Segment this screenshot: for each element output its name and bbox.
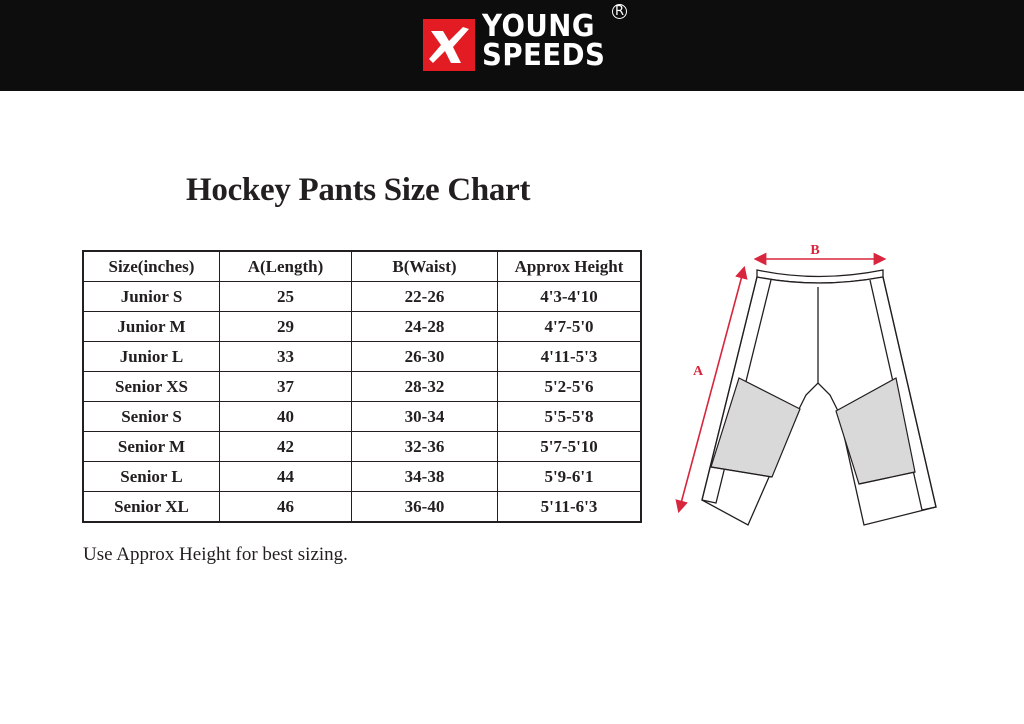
cell-size: Senior S [83, 402, 220, 432]
table-row [83, 492, 641, 523]
cell-waist: 28-32 [352, 372, 498, 402]
column-header-length: A(Length) [220, 251, 352, 282]
column-header-waist: B(Waist) [352, 251, 498, 282]
table-row [83, 282, 641, 312]
cell-size: Junior M [83, 312, 220, 342]
cell-size: Junior L [83, 342, 220, 372]
cell-length: 29 [220, 312, 352, 342]
column-header-size: Size(inches) [83, 251, 220, 282]
cell-size: Senior XL [83, 492, 220, 523]
brand-line-1: YOUNG [482, 9, 595, 44]
cell-waist: 26-30 [352, 342, 498, 372]
cell-height: 4'7-5'0 [498, 312, 642, 342]
brand-wordmark [482, 9, 616, 73]
table-row [83, 372, 641, 402]
cell-size: Senior L [83, 462, 220, 492]
cell-height: 5'9-6'1 [498, 462, 642, 492]
table-row [83, 402, 641, 432]
table-row [83, 342, 641, 372]
label-b: B [810, 243, 820, 258]
cell-length: 33 [220, 342, 352, 372]
page-title: Hockey Pants Size Chart [186, 172, 531, 208]
cell-length: 42 [220, 432, 352, 462]
cell-height: 4'3-4'10 [498, 282, 642, 312]
cell-height: 5'2-5'6 [498, 372, 642, 402]
cell-size: Senior XS [83, 372, 220, 402]
cell-waist: 22-26 [352, 282, 498, 312]
table-row [83, 312, 641, 342]
cell-waist: 24-28 [352, 312, 498, 342]
cell-height: 5'5-5'8 [498, 402, 642, 432]
cell-length: 44 [220, 462, 352, 492]
cell-height: 5'11-6'3 [498, 492, 642, 523]
registered-mark: R [612, 4, 627, 19]
cell-length: 46 [220, 492, 352, 523]
brand-logo-icon [423, 19, 475, 71]
cell-length: 25 [220, 282, 352, 312]
cell-height: 5'7-5'10 [498, 432, 642, 462]
size-table [82, 250, 642, 523]
table-row [83, 462, 641, 492]
cell-waist: 36-40 [352, 492, 498, 523]
cell-waist: 32-36 [352, 432, 498, 462]
table-row [83, 432, 641, 462]
cell-height: 4'11-5'3 [498, 342, 642, 372]
cell-size: Junior S [83, 282, 220, 312]
cell-length: 40 [220, 402, 352, 432]
column-header-height: Approx Height [498, 251, 642, 282]
brand-line-2: SPEEDS [482, 38, 606, 73]
cell-waist: 34-38 [352, 462, 498, 492]
cell-waist: 30-34 [352, 402, 498, 432]
cell-length: 37 [220, 372, 352, 402]
table-header-row [83, 251, 641, 282]
cell-size: Senior M [83, 432, 220, 462]
label-a: A [692, 364, 704, 379]
pants-diagram [660, 235, 960, 535]
sizing-note: Use Approx Height for best sizing. [83, 544, 348, 565]
brand-header [0, 0, 1024, 91]
